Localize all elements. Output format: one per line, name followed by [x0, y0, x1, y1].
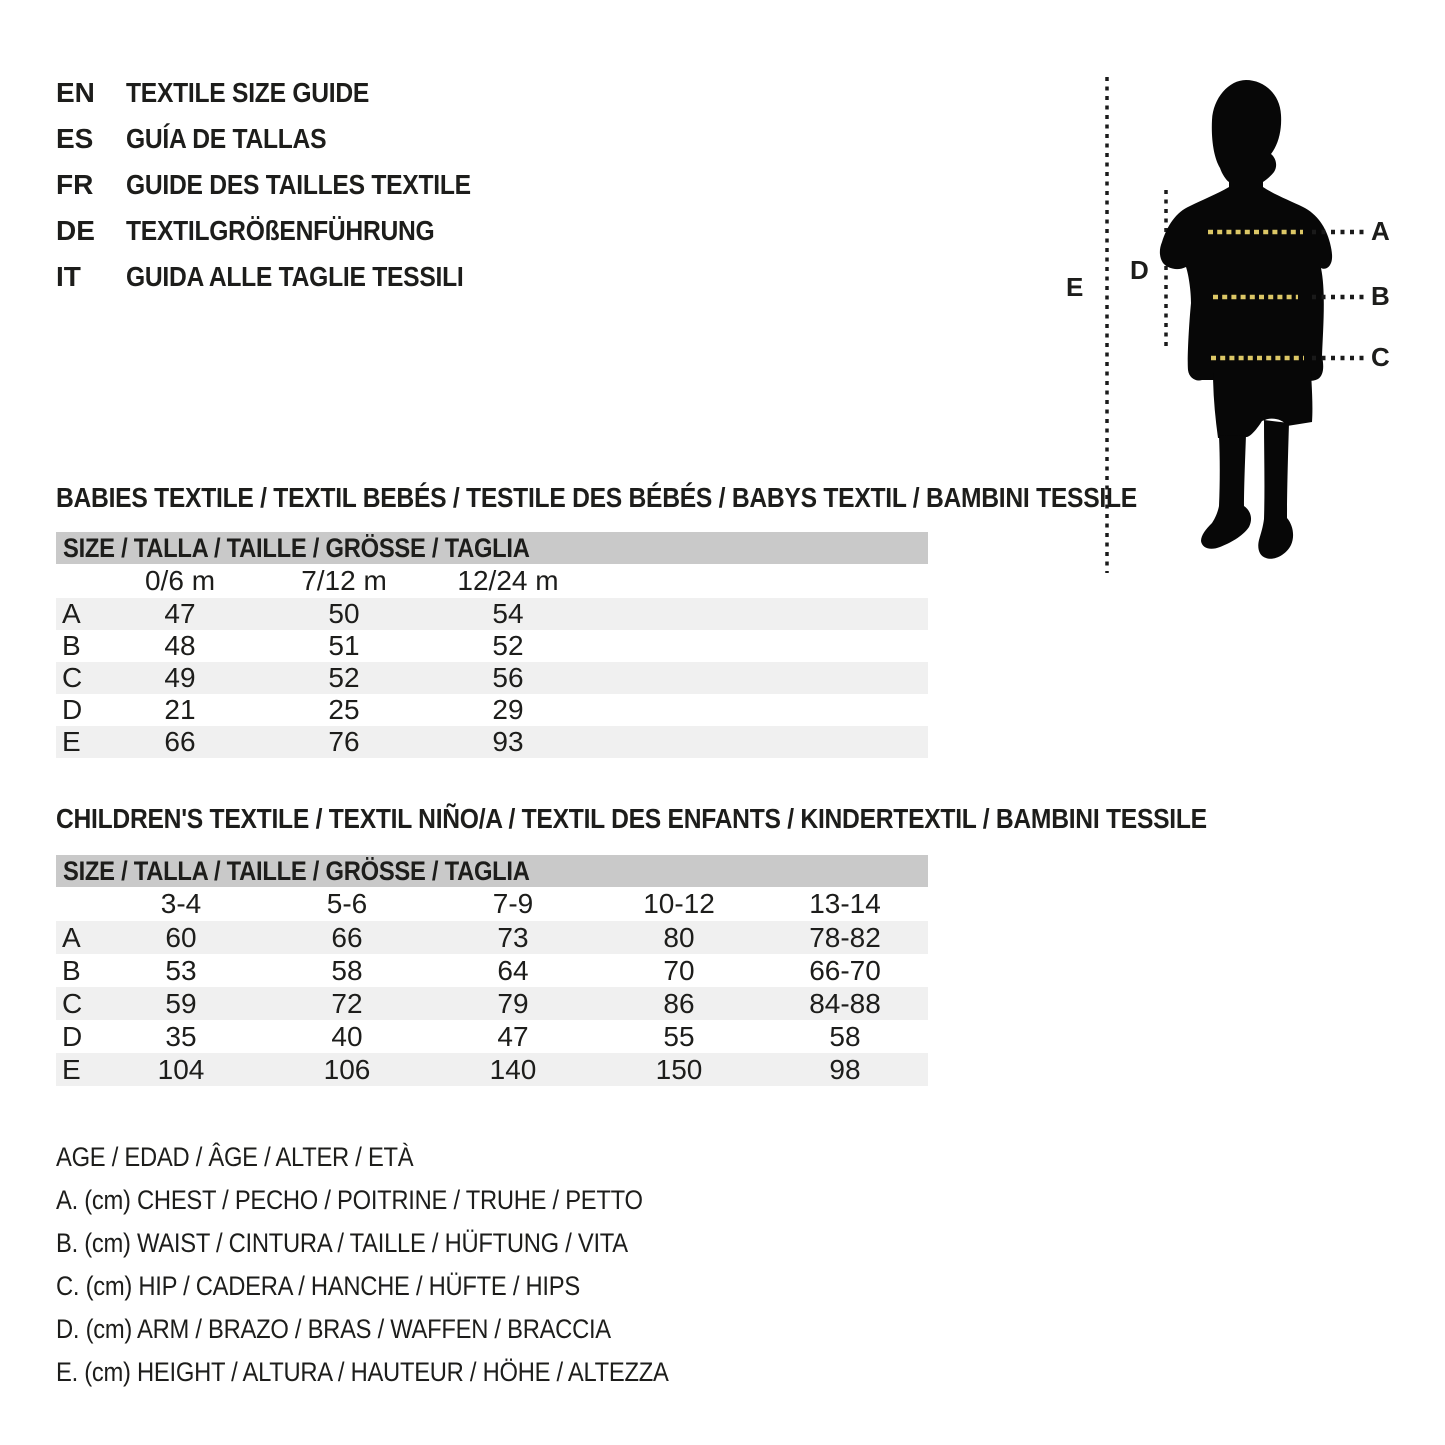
value-cell: 84-88: [809, 987, 881, 1019]
legend-arm: [56, 1308, 752, 1351]
table-row-c: [56, 987, 928, 1020]
column-header: 3-4: [160, 888, 202, 919]
table-row-b: [56, 630, 928, 662]
children-size-table: [56, 855, 928, 1086]
value-cell: 48: [164, 630, 196, 661]
legend-arm-text: D. (cm) ARM / BRAZO / BRAS / WAFFEN / BRACCIA: [56, 1314, 611, 1344]
table-row-c: [56, 662, 928, 694]
value-cell: 70: [663, 954, 695, 986]
lang-title: GUIDE DES TAILLES TEXTILE: [126, 169, 471, 200]
children-column-header-row: [56, 887, 928, 921]
value-cell: 98: [829, 1053, 861, 1085]
legend-height: [56, 1351, 752, 1394]
table-row-e: [56, 1053, 928, 1086]
children-section-title: [56, 803, 1364, 835]
value-cell: 51: [328, 630, 360, 661]
lang-title: TEXTILE SIZE GUIDE: [126, 77, 370, 108]
lang-code: EN: [56, 77, 95, 108]
value-cell: 35: [165, 1020, 197, 1052]
value-cell: 40: [331, 1020, 363, 1052]
figure-label-height-e: E: [1066, 272, 1084, 302]
lang-row-it: [56, 254, 518, 300]
value-cell: 25: [328, 694, 360, 725]
value-cell: 106: [323, 1053, 371, 1085]
lang-row-fr: [56, 162, 518, 208]
legend-waist-text: B. (cm) WAIST / CINTURA / TAILLE / HÜFTUNG / VITA: [56, 1228, 628, 1258]
child-silhouette-figure: [1040, 60, 1445, 600]
figure-label-hip-c: C: [1371, 342, 1390, 372]
row-label: D: [62, 694, 83, 725]
table-row-e: [56, 726, 928, 758]
legend-chest-text: A. (cm) CHEST / PECHO / POITRINE / TRUHE / PETTO: [56, 1185, 643, 1215]
value-cell: 66: [331, 921, 363, 953]
row-label: C: [62, 987, 83, 1019]
lang-title: TEXTILGRÖßENFÜHRUNG: [126, 215, 435, 246]
legend-waist: [56, 1222, 752, 1265]
table-row-a: [56, 921, 928, 954]
row-label: B: [62, 630, 81, 661]
value-cell: 29: [492, 694, 524, 725]
value-cell: 21: [164, 694, 196, 725]
value-cell: 49: [164, 662, 196, 693]
legend-age: [56, 1136, 752, 1179]
figure-label-waist-b: B: [1371, 281, 1390, 311]
value-cell: 79: [497, 987, 529, 1019]
row-label: D: [62, 1020, 83, 1052]
lang-code: ES: [56, 123, 94, 154]
column-header: 0/6 m: [144, 565, 216, 596]
value-cell: 73: [497, 921, 529, 953]
value-cell: 52: [492, 630, 524, 661]
value-cell: 47: [164, 598, 196, 629]
value-cell: 93: [492, 726, 524, 757]
table-row-a: [56, 598, 928, 630]
value-cell: 52: [328, 662, 360, 693]
value-cell: 86: [663, 987, 695, 1019]
legend-hip-text: C. (cm) HIP / CADERA / HANCHE / HÜFTE / HIPS: [56, 1271, 580, 1301]
row-label: A: [62, 921, 81, 953]
value-cell: 58: [829, 1020, 861, 1052]
column-header: 7-9: [492, 888, 534, 919]
figure-label-chest-a: A: [1371, 216, 1390, 246]
value-cell: 60: [165, 921, 197, 953]
figure-label-arm-d: D: [1130, 255, 1149, 285]
legend-hip: [56, 1265, 752, 1308]
column-header: 7/12 m: [301, 565, 387, 596]
lang-code: DE: [56, 215, 95, 246]
lang-row-es: [56, 116, 518, 162]
lang-title: GUIDA ALLE TAGLIE TESSILI: [126, 261, 464, 292]
value-cell: 53: [165, 954, 197, 986]
row-label: E: [62, 1053, 81, 1085]
children-section-title-text: CHILDREN'S TEXTILE / TEXTIL NIÑO/A / TEXTIL DES ENFANTS / KINDERTEXTIL / BAMBINI TESSILE: [56, 803, 1207, 834]
babies-size-header-bar: [56, 532, 928, 564]
value-cell: 72: [331, 987, 363, 1019]
value-cell: 66: [164, 726, 196, 757]
babies-size-table: [56, 532, 928, 758]
babies-column-header-row: [56, 564, 928, 598]
lang-row-en: [56, 70, 518, 116]
row-label: B: [62, 954, 81, 986]
row-label: C: [62, 662, 83, 693]
legend-age-text: AGE / EDAD / ÂGE / ALTER / ETÀ: [56, 1142, 414, 1172]
value-cell: 66-70: [809, 954, 881, 986]
column-header: 10-12: [643, 888, 715, 919]
table-row-d: [56, 694, 928, 726]
babies-size-header-text: SIZE / TALLA / TAILLE / GRÖSSE / TAGLIA: [63, 532, 530, 563]
value-cell: 78-82: [809, 921, 881, 953]
value-cell: 54: [492, 598, 524, 629]
lang-row-de: [56, 208, 518, 254]
value-cell: 50: [328, 598, 360, 629]
babies-section-title-text: BABIES TEXTILE / TEXTIL BEBÉS / TESTILE DES BÉBÉS / BABYS TEXTIL / BAMBINI TESSILE: [56, 482, 1137, 513]
value-cell: 64: [497, 954, 529, 986]
value-cell: 56: [492, 662, 524, 693]
legend-height-text: E. (cm) HEIGHT / ALTURA / HAUTEUR / HÖHE / ALTEZZA: [56, 1357, 669, 1387]
lang-code: FR: [56, 169, 94, 200]
column-header: 5-6: [326, 888, 368, 919]
children-size-header-text: SIZE / TALLA / TAILLE / GRÖSSE / TAGLIA: [63, 855, 530, 886]
babies-section-title: [56, 482, 1284, 514]
lang-code: IT: [56, 261, 81, 292]
table-row-b: [56, 954, 928, 987]
row-label: A: [62, 598, 81, 629]
value-cell: 150: [655, 1053, 703, 1085]
legend-chest: [56, 1179, 752, 1222]
value-cell: 47: [497, 1020, 529, 1052]
column-header: 13-14: [809, 888, 881, 919]
row-label: E: [62, 726, 81, 757]
children-size-header-bar: [56, 855, 928, 887]
lang-title: GUÍA DE TALLAS: [126, 123, 327, 154]
value-cell: 104: [157, 1053, 205, 1085]
value-cell: 59: [165, 987, 197, 1019]
value-cell: 58: [331, 954, 363, 986]
value-cell: 140: [489, 1053, 537, 1085]
value-cell: 55: [663, 1020, 695, 1052]
value-cell: 76: [328, 726, 360, 757]
measurement-legend: [56, 1136, 752, 1394]
child-silhouette-shorts: [1213, 372, 1312, 438]
table-row-d: [56, 1020, 928, 1053]
language-title-list: [56, 70, 518, 300]
column-header: 12/24 m: [457, 565, 559, 596]
value-cell: 80: [663, 921, 695, 953]
